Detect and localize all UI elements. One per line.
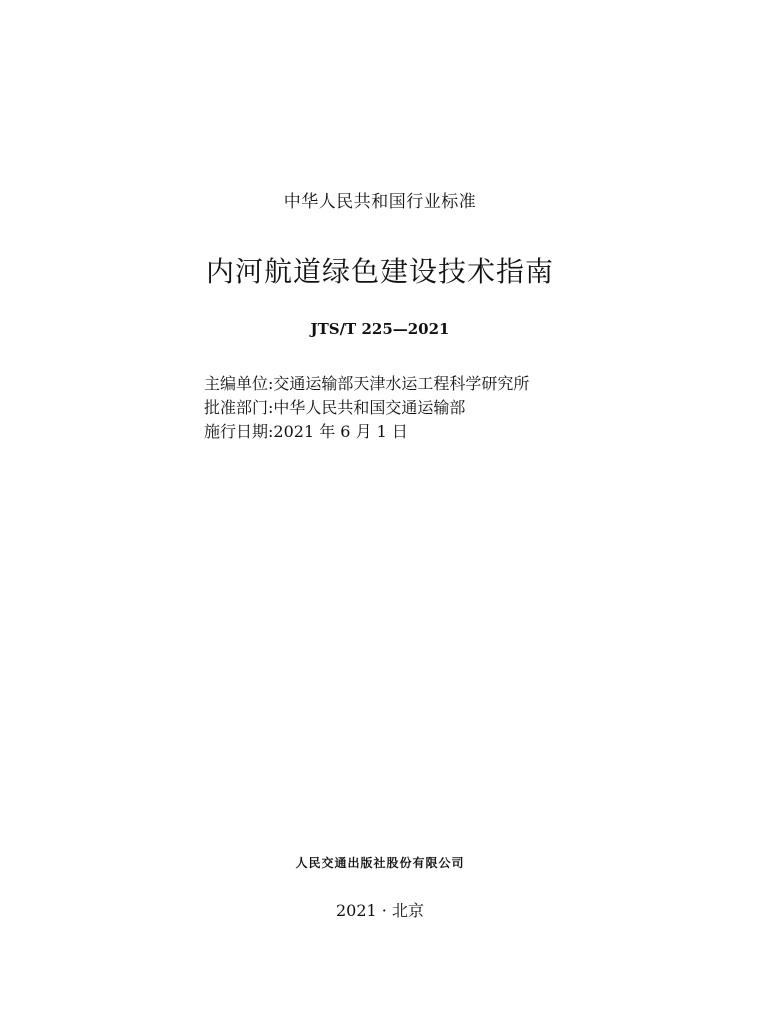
info-value: 2021 年 6 月 1 日 [273,422,408,441]
info-separator: : [268,374,274,393]
standard-code: JTS/T 225—2021 [310,320,450,338]
publication-place-year: 2021 · 北京 [336,901,424,920]
publisher: 人民交通出版社股份有限公司 [295,856,465,870]
info-row-effective-date [204,420,529,444]
info-row-editor [204,372,529,396]
document-title: 内河航道绿色建设技术指南 [205,255,554,288]
info-separator: : [268,422,274,441]
info-label: 主编单位 [204,374,269,393]
info-value: 交通运输部天津水运工程科学研究所 [273,374,530,393]
info-label: 施行日期 [204,422,269,441]
info-row-approver [204,396,529,420]
info-label: 批准部门 [204,398,269,417]
info-value: 中华人民共和国交通运输部 [273,398,466,417]
info-block [204,372,529,444]
standard-series: 中华人民共和国行业标准 [283,192,477,212]
info-separator: : [268,398,274,417]
